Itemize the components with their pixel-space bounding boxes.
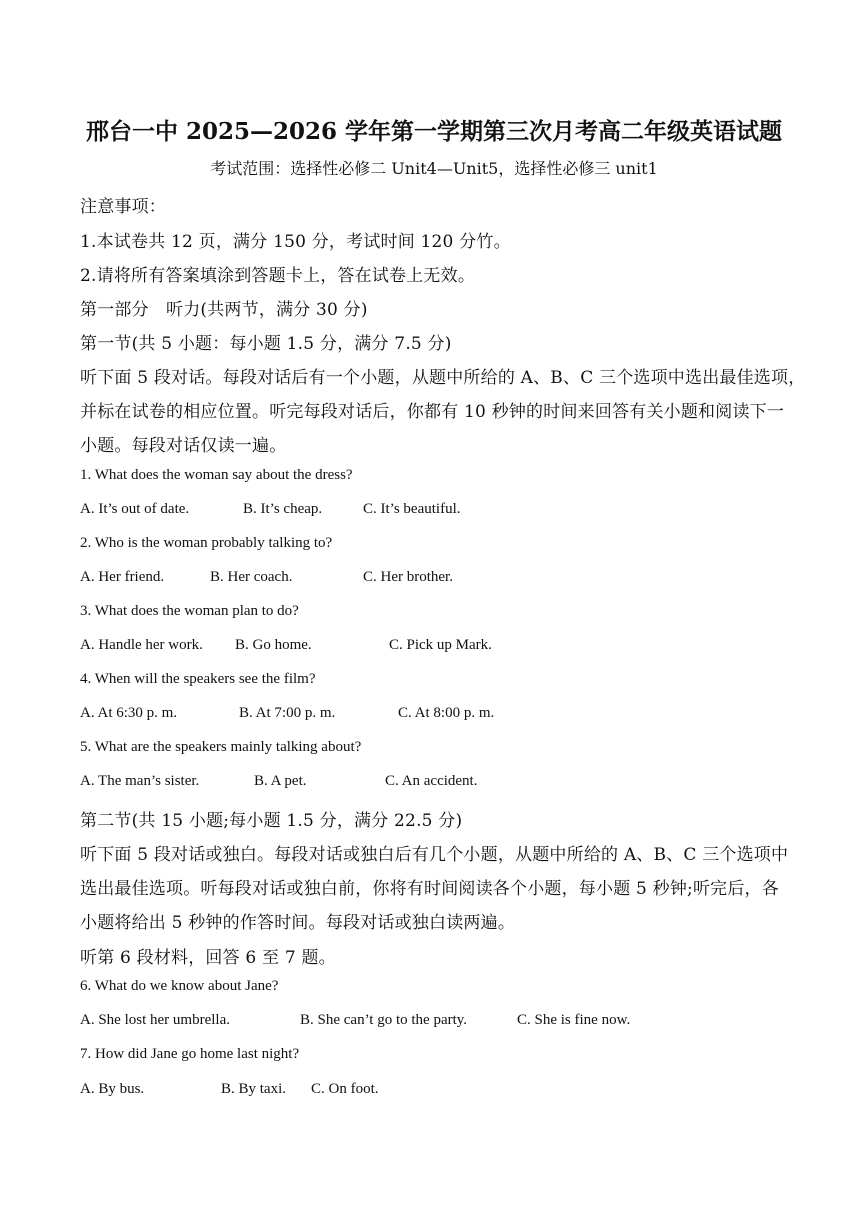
notice-item: 1.本试卷共 12 页，满分 150 分，考试时间 120 分竹。: [80, 232, 511, 252]
option-b: B. By taxi.: [221, 1081, 287, 1097]
section1-instructions: 并标在试卷的相应位置。听完每段对话后，你都有 10 秒钟的时间来回答有关小题和阅读下一: [80, 402, 785, 422]
option-c: C. She is fine now.: [517, 1012, 631, 1028]
material-note: 听第 6 段材料，回答 6 至 7 题。: [80, 948, 336, 968]
section2-instructions: 选出最佳选项。听每段对话或独白前，你将有时间阅读各个小题，每小题 5 秒钟;听完后，各: [80, 879, 779, 899]
option-c: C. Pick up Mark.: [389, 637, 492, 653]
notice-item: 2.请将所有答案填涂到答题卡上，答在试卷上无效。: [80, 266, 476, 286]
option-b: B. She can’t go to the party.: [300, 1012, 468, 1028]
option-b: B. Go home.: [235, 637, 312, 653]
exam-scope: 考试范围：选择性必修二 Unit4—Unit5，选择性必修三 unit1: [210, 159, 658, 178]
part1-heading: 第一部分 听力(共两节，满分 30 分): [80, 300, 368, 320]
section1-instructions: 听下面 5 段对话。每段对话后有一个小题，从题中所给的 A、B、C 三个选项中选出最佳选项，: [80, 368, 806, 388]
option-a: A. The man’s sister.: [80, 773, 200, 789]
section2-heading: 第二节(共 15 小题;每小题 1.5 分，满分 22.5 分): [80, 811, 463, 831]
option-a: A. Handle her work.: [80, 637, 203, 653]
section1-heading: 第一节(共 5 小题：每小题 1.5 分，满分 7.5 分): [80, 334, 452, 354]
option-a: A. By bus.: [80, 1081, 145, 1097]
option-a: A. She lost her umbrella.: [80, 1012, 230, 1028]
section2-instructions: 听下面 5 段对话或独白。每段对话或独白后有几个小题，从题中所给的 A、B、C 三个选项中: [80, 845, 789, 865]
question-text: 5. What are the speakers mainly talking about?: [80, 739, 362, 755]
question-text: 6. What do we know about Jane?: [80, 978, 279, 994]
question-text: 3. What does the woman plan to do?: [80, 603, 299, 619]
option-c: C. At 8:00 p. m.: [398, 705, 495, 721]
question-text: 2. Who is the woman probably talking to?: [80, 535, 333, 551]
question-text: 7. How did Jane go home last night?: [80, 1046, 300, 1062]
option-c: C. Her brother.: [363, 569, 453, 585]
section2-instructions: 小题将给出 5 秒钟的作答时间。每段对话或独白读两遍。: [80, 913, 516, 933]
exam-title: 邢台一中 2025—2026 学年第一学期第三次月考高二年级英语试题: [85, 118, 783, 145]
option-c: C. On foot.: [311, 1081, 379, 1097]
option-b: B. Her coach.: [210, 569, 293, 585]
option-a: A. It’s out of date.: [80, 501, 190, 517]
option-a: A. Her friend.: [80, 569, 165, 585]
notice-heading: 注意事项：: [80, 197, 166, 217]
option-c: C. It’s beautiful.: [363, 501, 461, 517]
section1-instructions: 小题。每段对话仅读一遍。: [80, 436, 287, 456]
question-text: 1. What does the woman say about the dress?: [80, 467, 353, 483]
option-b: B. A pet.: [254, 773, 307, 789]
option-b: B. It’s cheap.: [243, 501, 323, 517]
question-text: 4. When will the speakers see the film?: [80, 671, 316, 687]
option-c: C. An accident.: [385, 773, 478, 789]
option-b: B. At 7:00 p. m.: [239, 705, 336, 721]
option-a: A. At 6:30 p. m.: [80, 705, 178, 721]
